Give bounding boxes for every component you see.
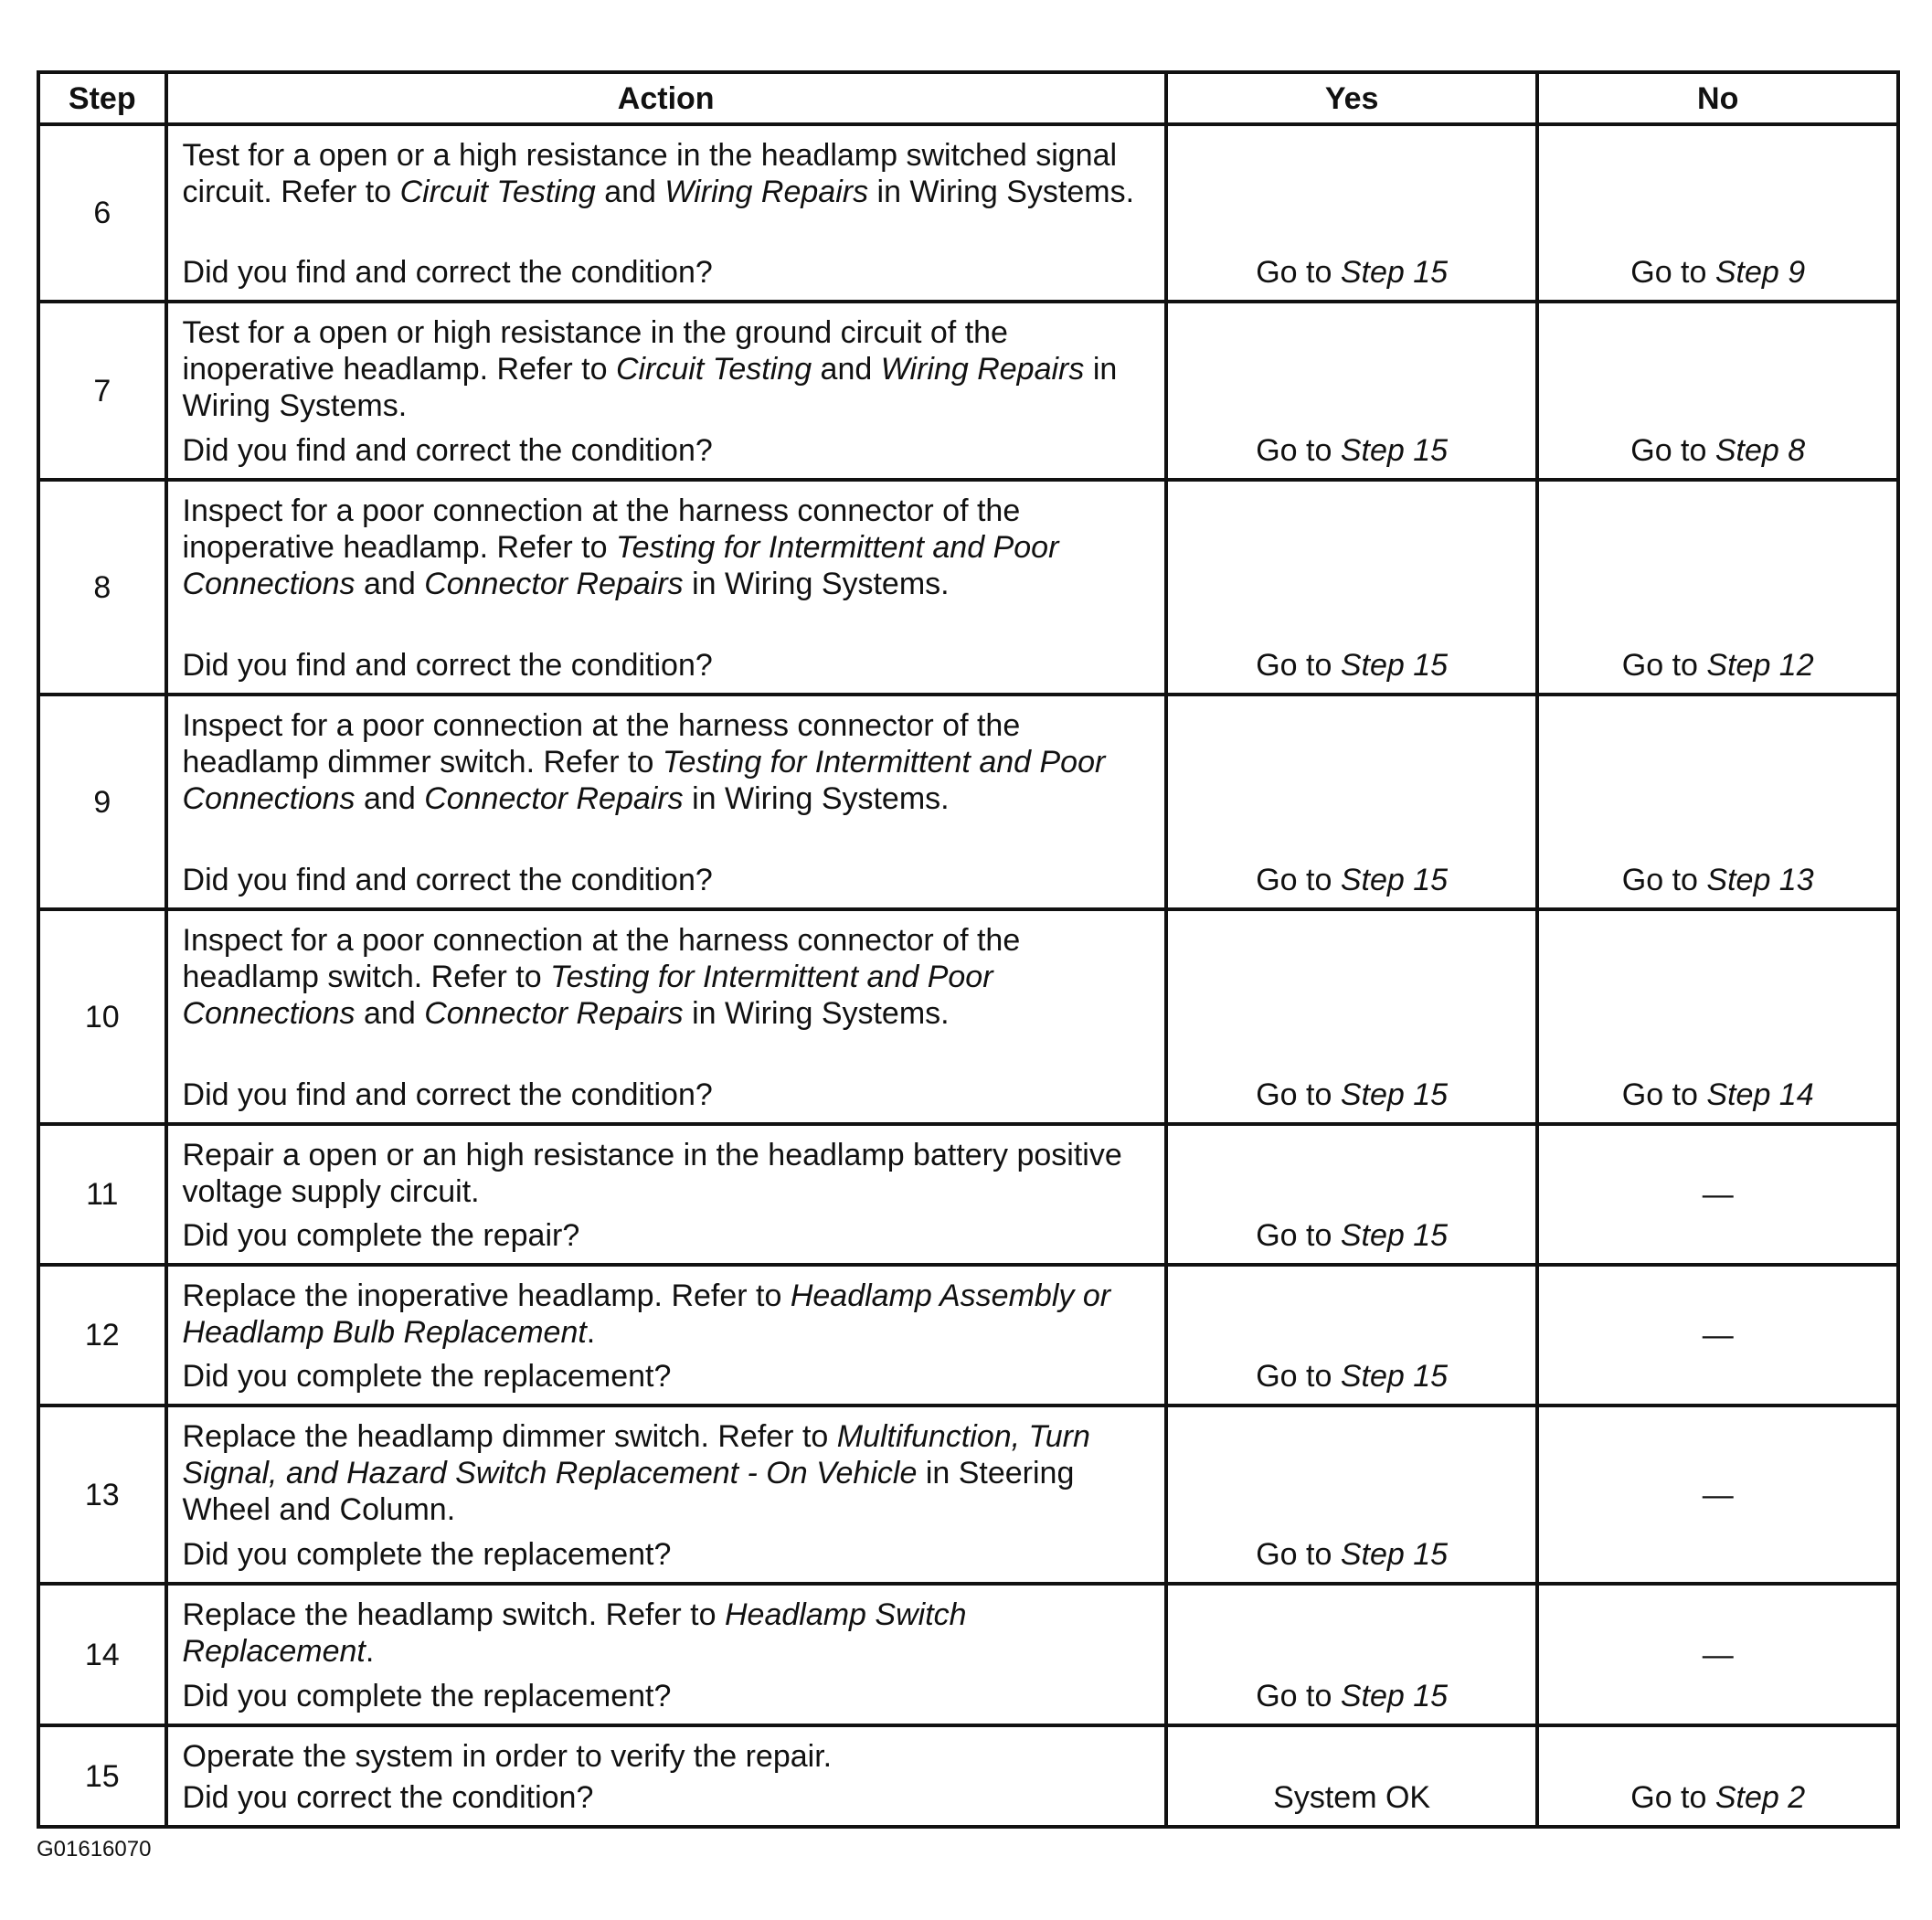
reference-title: Connector Repairs <box>424 567 684 601</box>
goto-prefix: Go to <box>1256 1359 1341 1394</box>
step-reference: Step 15 <box>1340 1679 1449 1713</box>
no-result <box>1537 1265 1898 1406</box>
action-text: in Wiring Systems. <box>683 567 950 601</box>
action-cell <box>166 1124 1166 1265</box>
table-row <box>38 1406 1898 1584</box>
action-text: Replace the headlamp dimmer switch. Refer to <box>182 1419 837 1454</box>
goto-prefix: Go to <box>1256 1218 1341 1253</box>
reference-title: Testing for Intermittent and Poor Connections <box>182 960 993 1031</box>
no-result <box>1537 1124 1898 1265</box>
action-text: Replace the inoperative headlamp. Refer to <box>182 1278 791 1313</box>
reference-title: Multifunction, Turn Signal, and Hazard Switch Replacement - On Vehicle <box>182 1419 1090 1490</box>
action-text: Inspect for a poor connection at the harness connector of the inoperative headlamp. Refer to <box>182 493 1021 565</box>
action-cell <box>166 695 1166 909</box>
no-result <box>1537 695 1898 909</box>
step-reference: Step 15 <box>1340 255 1449 290</box>
no-result-text: — <box>1702 1318 1734 1352</box>
no-result <box>1537 480 1898 695</box>
reference-title: Wiring Repairs <box>880 352 1085 387</box>
action-content <box>183 137 1153 291</box>
reference-title: Connector Repairs <box>424 996 684 1031</box>
header-row <box>38 72 1898 124</box>
step-reference: Step 12 <box>1706 648 1814 683</box>
yes-result <box>1166 1406 1538 1584</box>
table-row <box>38 909 1898 1124</box>
step-number: 12 <box>38 1265 166 1406</box>
step-number: 6 <box>38 124 166 302</box>
goto-prefix: Go to <box>1256 863 1341 897</box>
action-text: Operate the system in order to verify the repair. <box>182 1739 833 1774</box>
goto-prefix: Go to <box>1630 433 1715 468</box>
goto-prefix: Go to <box>1630 255 1715 290</box>
reference-title: Circuit Testing <box>615 352 812 387</box>
no-result <box>1537 302 1898 480</box>
yes-result <box>1166 1124 1538 1265</box>
action-content <box>183 1278 1153 1395</box>
step-reference: Step 9 <box>1714 255 1806 290</box>
action-instruction <box>183 1278 1153 1351</box>
action-text: in Wiring Systems. <box>683 996 950 1031</box>
yes-result <box>1166 1265 1538 1406</box>
reference-title: Wiring Repairs <box>664 175 869 209</box>
step-number: 10 <box>38 909 166 1124</box>
table-row <box>38 695 1898 909</box>
action-text: . <box>586 1315 596 1350</box>
header-step: Step <box>38 72 166 124</box>
yes-result-text: System OK <box>1273 1780 1431 1815</box>
step-reference: Step 15 <box>1340 1077 1449 1112</box>
action-text: Replace the headlamp switch. Refer to <box>182 1597 725 1632</box>
step-reference: Step 15 <box>1340 433 1449 468</box>
action-instruction <box>183 1596 1153 1670</box>
no-result <box>1537 1584 1898 1725</box>
table-body <box>38 124 1898 1827</box>
reference-title: Testing for Intermittent and Poor Connections <box>182 530 1059 601</box>
action-instruction <box>183 1738 1153 1775</box>
yes-result <box>1166 1584 1538 1725</box>
reference-title: Headlamp Assembly or Headlamp Bulb Replacement <box>182 1278 1111 1350</box>
action-cell <box>166 1725 1166 1827</box>
action-text: in Wiring Systems. <box>868 175 1135 209</box>
action-text: and <box>812 352 881 387</box>
action-content <box>183 493 1153 684</box>
reference-title: Connector Repairs <box>424 781 684 816</box>
action-content <box>183 922 1153 1113</box>
action-text: Inspect for a poor connection at the harness connector of the headlamp switch. Refer to <box>182 923 1021 994</box>
action-question: Did you complete the replacement? <box>182 1359 672 1394</box>
action-question: Did you correct the condition? <box>182 1780 594 1815</box>
goto-prefix: Go to <box>1256 255 1341 290</box>
action-text: and <box>355 567 425 601</box>
action-content <box>183 314 1153 469</box>
action-cell <box>166 124 1166 302</box>
action-text: Inspect for a poor connection at the harness connector of the headlamp dimmer switch. Refer to <box>182 708 1021 780</box>
action-text: Repair a open or an high resistance in the headlamp battery positive voltage supply circuit. <box>182 1138 1122 1209</box>
goto-prefix: Go to <box>1256 1537 1341 1572</box>
goto-prefix: Go to <box>1256 648 1341 683</box>
action-content <box>183 707 1153 898</box>
no-result-text: — <box>1702 1477 1734 1512</box>
reference-title: Headlamp Switch Replacement <box>182 1597 967 1669</box>
no-result <box>1537 909 1898 1124</box>
action-content <box>183 1738 1153 1816</box>
yes-result <box>1166 302 1538 480</box>
step-reference: Step 15 <box>1340 648 1449 683</box>
action-instruction <box>183 1418 1153 1528</box>
table-row <box>38 1584 1898 1725</box>
step-reference: Step 8 <box>1714 433 1806 468</box>
no-result-text: — <box>1702 1637 1734 1672</box>
action-content <box>183 1596 1153 1714</box>
action-question: Did you find and correct the condition? <box>182 648 713 683</box>
yes-result <box>1166 909 1538 1124</box>
action-text: in Steering Wheel and Column. <box>182 1456 1075 1527</box>
no-result <box>1537 124 1898 302</box>
image-code: G01616070 <box>37 1837 152 1862</box>
step-number: 7 <box>38 302 166 480</box>
table-row <box>38 1124 1898 1265</box>
action-text: in Wiring Systems. <box>683 781 950 816</box>
action-cell <box>166 1406 1166 1584</box>
goto-prefix: Go to <box>1630 1780 1715 1815</box>
goto-prefix: Go to <box>1621 863 1707 897</box>
yes-result <box>1166 1725 1538 1827</box>
header-no: No <box>1537 72 1898 124</box>
goto-prefix: Go to <box>1256 433 1341 468</box>
step-reference: Step 15 <box>1340 1218 1449 1253</box>
action-question: Did you complete the repair? <box>182 1218 580 1253</box>
action-instruction <box>183 493 1153 602</box>
no-result <box>1537 1725 1898 1827</box>
step-reference: Step 2 <box>1714 1780 1806 1815</box>
action-instruction <box>183 1137 1153 1210</box>
action-cell <box>166 480 1166 695</box>
action-question: Did you find and correct the condition? <box>182 1077 713 1112</box>
table-row <box>38 124 1898 302</box>
action-text: and <box>355 996 425 1031</box>
no-result-text: — <box>1702 1177 1734 1212</box>
header-yes: Yes <box>1166 72 1538 124</box>
step-number: 14 <box>38 1584 166 1725</box>
action-question: Did you find and correct the condition? <box>182 255 713 290</box>
action-question: Did you find and correct the condition? <box>182 863 713 897</box>
reference-title: Circuit Testing <box>399 175 596 209</box>
table-row <box>38 480 1898 695</box>
action-text: . <box>365 1634 375 1669</box>
action-cell <box>166 909 1166 1124</box>
table-row <box>38 1265 1898 1406</box>
action-instruction <box>183 314 1153 424</box>
step-reference: Step 13 <box>1706 863 1814 897</box>
action-instruction <box>183 707 1153 817</box>
step-reference: Step 14 <box>1706 1077 1814 1112</box>
step-number: 15 <box>38 1725 166 1827</box>
action-content <box>183 1418 1153 1573</box>
table-row <box>38 302 1898 480</box>
goto-prefix: Go to <box>1621 1077 1707 1112</box>
yes-result <box>1166 695 1538 909</box>
diagnostic-table <box>37 70 1900 1829</box>
step-reference: Step 15 <box>1340 1537 1449 1572</box>
goto-prefix: Go to <box>1256 1077 1341 1112</box>
step-number: 13 <box>38 1406 166 1584</box>
action-question: Did you complete the replacement? <box>182 1537 672 1572</box>
action-question: Did you complete the replacement? <box>182 1679 672 1713</box>
action-text: and <box>595 175 665 209</box>
action-cell <box>166 302 1166 480</box>
yes-result <box>1166 124 1538 302</box>
table-row <box>38 1725 1898 1827</box>
action-cell <box>166 1584 1166 1725</box>
step-number: 11 <box>38 1124 166 1265</box>
step-reference: Step 15 <box>1340 863 1449 897</box>
header-action: Action <box>166 72 1166 124</box>
reference-title: Testing for Intermittent and Poor Connections <box>182 745 1106 816</box>
action-text: in Wiring Systems. <box>182 352 1118 423</box>
step-number: 8 <box>38 480 166 695</box>
action-text: Test for a open or high resistance in the ground circuit of the inoperative headlamp. Refer to <box>182 315 1008 387</box>
goto-prefix: Go to <box>1621 648 1707 683</box>
action-instruction <box>183 922 1153 1032</box>
action-cell <box>166 1265 1166 1406</box>
action-text: Test for a open or a high resistance in the headlamp switched signal circuit. Refer to <box>182 138 1118 209</box>
yes-result <box>1166 480 1538 695</box>
action-question: Did you find and correct the condition? <box>182 433 713 468</box>
no-result <box>1537 1406 1898 1584</box>
goto-prefix: Go to <box>1256 1679 1341 1713</box>
step-number: 9 <box>38 695 166 909</box>
step-reference: Step 15 <box>1340 1359 1449 1394</box>
action-text: and <box>355 781 425 816</box>
action-instruction <box>183 137 1153 210</box>
action-content <box>183 1137 1153 1254</box>
